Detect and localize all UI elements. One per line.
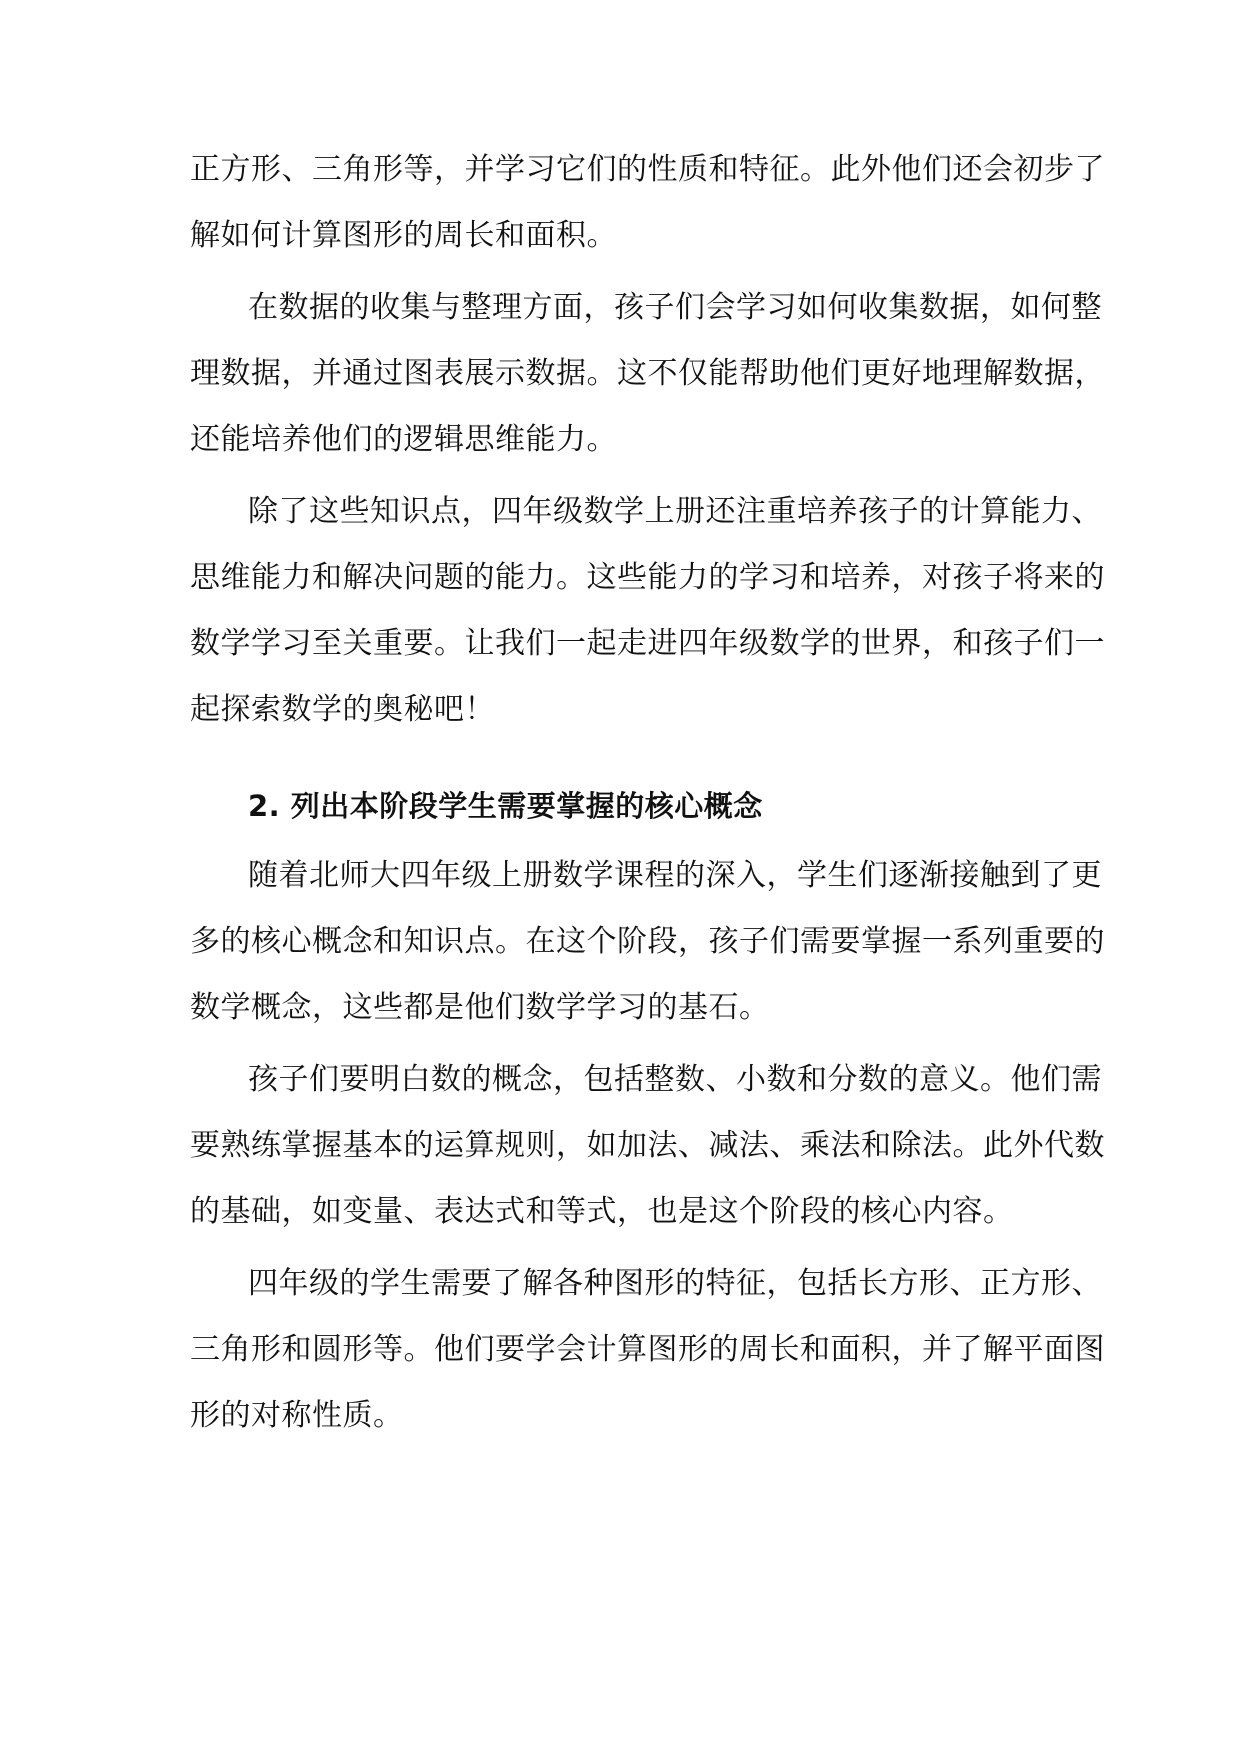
section-paragraph-3-line-1: 四年级的学生需要了解各种图形的特征，包括长方形、正方形、 [248, 1266, 1102, 1301]
section-paragraph-1-line-3: 数学概念，这些都是他们数学学习的基石。 [190, 990, 770, 1025]
paragraph-3-line-4: 起探索数学的奥秘吧！ [190, 692, 495, 727]
paragraph-3-line-2: 思维能力和解决问题的能力。这些能力的学习和培养，对孩子将来的 [190, 560, 1105, 595]
section-paragraph-3-line-2: 三角形和圆形等。他们要学会计算图形的周长和面积，并了解平面图 [190, 1332, 1105, 1367]
section-paragraph-1-line-1: 随着北师大四年级上册数学课程的深入，学生们逐渐接触到了更 [248, 858, 1102, 893]
section-paragraph-2-line-1: 孩子们要明白数的概念，包括整数、小数和分数的意义。他们需 [248, 1062, 1102, 1097]
paragraph-2-line-2: 理数据，并通过图表展示数据。这不仅能帮助他们更好地理解数据， [190, 356, 1105, 391]
section-paragraph-2-line-3: 的基础，如变量、表达式和等式，也是这个阶段的核心内容。 [190, 1194, 1014, 1229]
section-paragraph-1-line-2: 多的核心概念和知识点。在这个阶段，孩子们需要掌握一系列重要的 [190, 924, 1105, 959]
paragraph-2-line-1: 在数据的收集与整理方面，孩子们会学习如何收集数据，如何整 [248, 290, 1102, 325]
paragraph-2-line-3: 还能培养他们的逻辑思维能力。 [190, 422, 617, 457]
section-paragraph-3-line-3: 形的对称性质。 [190, 1398, 404, 1433]
paragraph-1-line-2: 解如何计算图形的周长和面积。 [190, 218, 617, 253]
paragraph-1-line-1: 正方形、三角形等，并学习它们的性质和特征。此外他们还会初步了 [190, 152, 1105, 187]
section-heading: 2. 列出本阶段学生需要掌握的核心概念 [248, 789, 763, 823]
paragraph-3-line-3: 数学学习至关重要。让我们一起走进四年级数学的世界，和孩子们一 [190, 626, 1105, 661]
paragraph-3-line-1: 除了这些知识点，四年级数学上册还注重培养孩子的计算能力、 [248, 494, 1102, 529]
section-paragraph-2-line-2: 要熟练掌握基本的运算规则，如加法、减法、乘法和除法。此外代数 [190, 1128, 1105, 1163]
